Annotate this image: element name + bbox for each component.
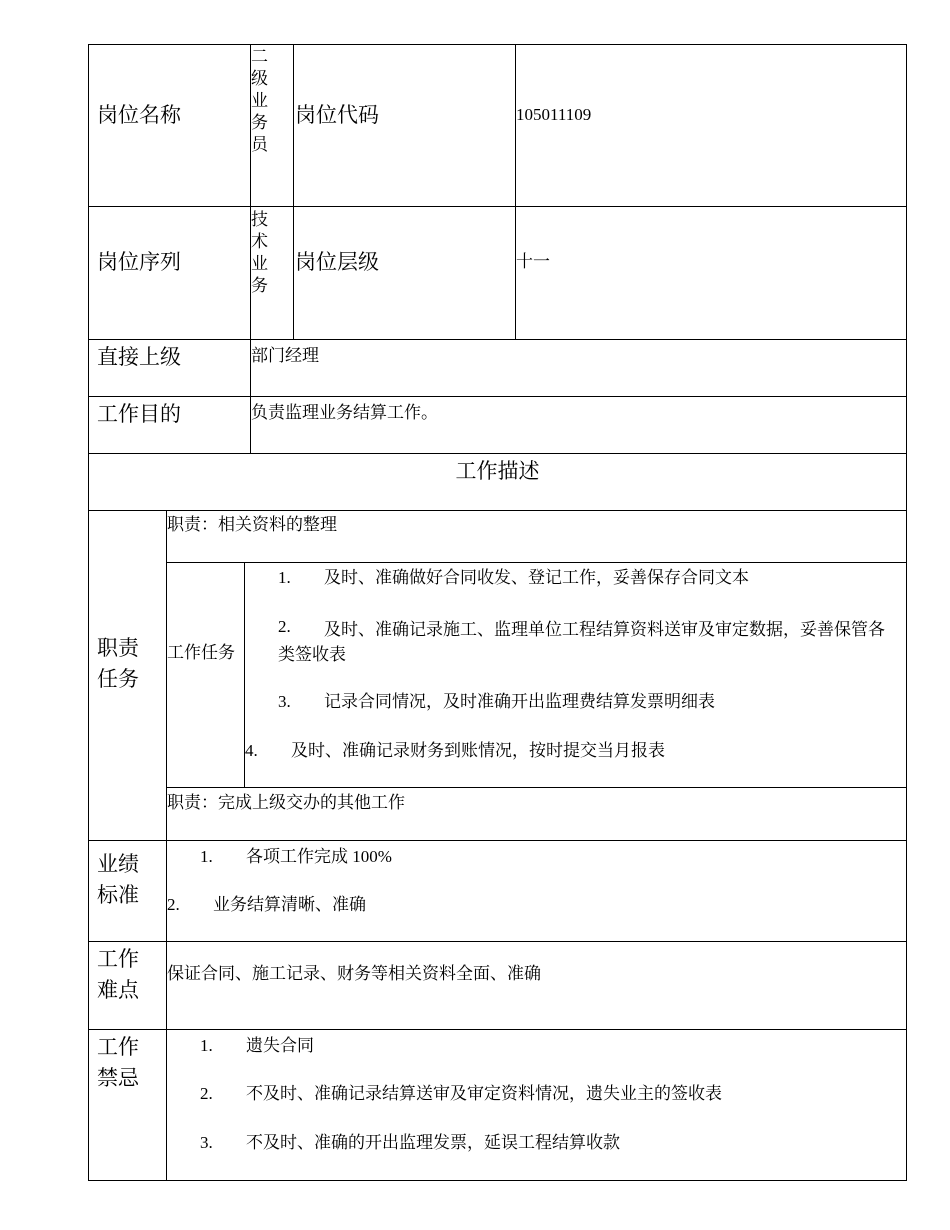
column-divider	[166, 510, 167, 1181]
row-divider	[88, 510, 907, 511]
post-level-label: 岗位层级	[295, 250, 379, 274]
task-1-num: 1.	[278, 568, 291, 587]
performance-1-num: 1.	[200, 847, 213, 866]
column-divider	[515, 44, 516, 339]
taboos-label-line1: 工作	[97, 1035, 139, 1059]
post-series-value: 技术业务	[251, 210, 268, 295]
description-title: 工作描述	[455, 459, 540, 483]
row-divider	[88, 339, 907, 340]
row-divider	[88, 1029, 907, 1030]
task-4-num: 4.	[245, 741, 258, 760]
task-4-text: 及时、准确记录财务到账情况，按时提交当月报表	[291, 741, 665, 760]
taboo-3-num: 3.	[200, 1133, 213, 1152]
post-level-value: 十一	[516, 252, 550, 271]
duty-2-title: 职责：完成上级交办的其他工作	[167, 793, 405, 812]
row-divider	[166, 562, 907, 563]
performance-label-line1: 业绩	[97, 852, 139, 876]
task-2-num: 2.	[278, 617, 291, 636]
difficulty-text: 保证合同、施工记录、财务等相关资料全面、准确	[167, 964, 541, 983]
performance-2-num: 2.	[167, 895, 180, 914]
taboo-2-text: 不及时、准确记录结算送审及审定资料情况，遗失业主的签收表	[246, 1084, 722, 1103]
duty-1-title: 职责：相关资料的整理	[167, 515, 337, 534]
supervisor-value: 部门经理	[251, 346, 319, 365]
post-name-label: 岗位名称	[97, 103, 181, 127]
post-name-value: 二级业务员	[251, 47, 268, 154]
supervisor-label: 直接上级	[97, 345, 181, 369]
post-series-label: 岗位序列	[97, 250, 181, 274]
row-divider	[166, 787, 907, 788]
taboo-3-text: 不及时、准确的开出监理发票，延误工程结算收款	[246, 1133, 620, 1152]
row-divider	[88, 840, 907, 841]
row-divider	[88, 453, 907, 454]
task-3-num: 3.	[278, 692, 291, 711]
duties-label-line1: 职责	[97, 636, 139, 660]
task-1-text: 及时、准确做好合同收发、登记工作，妥善保存合同文本	[324, 568, 749, 587]
performance-2-text: 业务结算清晰、准确	[213, 895, 366, 914]
duties-label-line2: 任务	[97, 667, 139, 691]
taboo-1-num: 1.	[200, 1036, 213, 1055]
purpose-value: 负责监理业务结算工作。	[251, 403, 438, 422]
purpose-label: 工作目的	[97, 402, 181, 426]
post-code-value: 105011109	[516, 105, 592, 124]
row-divider	[88, 206, 907, 207]
taboo-1-text: 遗失合同	[246, 1036, 314, 1055]
task-2-text: 及时、准确记录施工、监理单位工程结算资料送审及审定数据，妥善保管各类签收表	[278, 620, 885, 664]
post-code-label: 岗位代码	[295, 103, 379, 127]
task-label: 工作任务	[167, 643, 235, 662]
taboos-label-line2: 禁忌	[97, 1066, 139, 1090]
performance-label-line2: 标准	[97, 883, 139, 907]
row-divider	[88, 396, 907, 397]
difficulty-label-line1: 工作	[97, 947, 139, 971]
table-border	[88, 44, 907, 1181]
taboo-2-num: 2.	[200, 1084, 213, 1103]
column-divider	[293, 44, 294, 339]
row-divider	[88, 941, 907, 942]
difficulty-label-line2: 难点	[97, 978, 139, 1002]
performance-1-text: 各项工作完成 100%	[246, 847, 392, 866]
task-3-text: 记录合同情况，及时准确开出监理费结算发票明细表	[324, 692, 715, 711]
